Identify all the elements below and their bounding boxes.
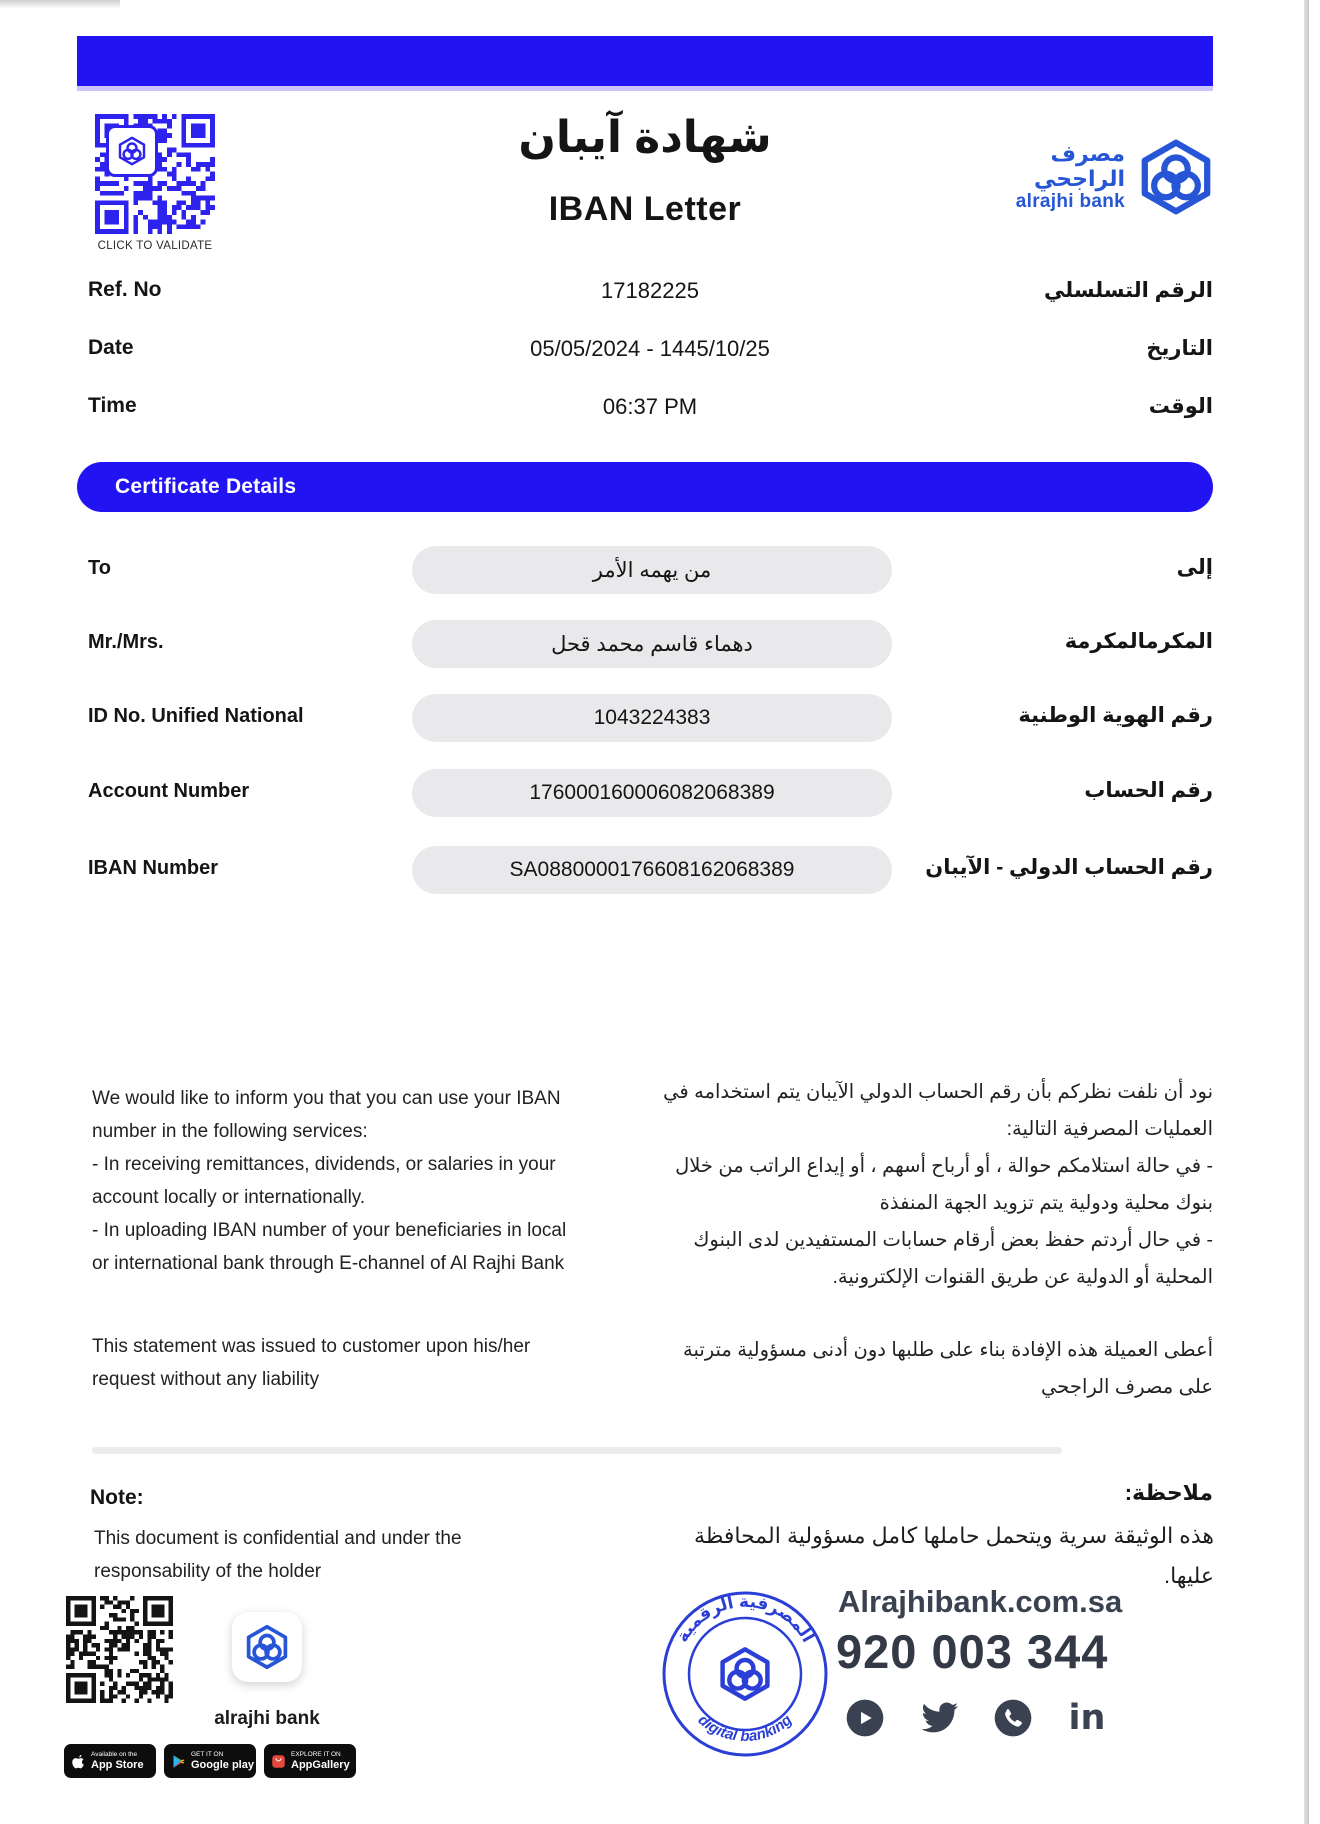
meta-row-time [0,394,1320,426]
iban-label-arabic: رقم الحساب الدولي - الآيبان [925,856,1213,879]
note-text-english: This document is confidential and under the responsability of the holder [94,1528,462,1582]
refno-label: Ref. No [88,278,162,301]
social-icons [845,1698,1107,1738]
google-play-badge[interactable] [164,1744,256,1778]
ar-bullet-1: - في حالة استلامكم حوالة ، أو أرباح أسهم ، أو إيداع الراتب من خلال بنوك محلية ودولية يتم تزويد الجهة المنفذة [675,1155,1213,1214]
national-id-value: 1043224383 [412,694,892,742]
bank-app-icon [232,1612,302,1682]
time-value: 06:37 PM [602,394,698,419]
field-row-account-number [0,769,1320,817]
linkedin-icon[interactable]: in [1068,1698,1106,1738]
iban-value: SA0880000176608162068389 [412,846,892,894]
account-number-label-arabic: رقم الحساب [1084,779,1213,802]
badge-top-text: EXPLORE IT ON [291,1751,341,1759]
to-value: من يهمه الأمر [412,546,892,594]
certificate-details-header [77,462,1213,512]
en-bullet-1: - In receiving remittances, dividends, or salaries in your account locally or internationally. [92,1154,556,1208]
name-value: دهماء قاسم محمد قحل [412,620,892,668]
document-title-arabic: شهادة آيبان [518,113,772,162]
bank-app-name: alrajhi bank [214,1708,320,1729]
app-store-badge[interactable] [64,1744,156,1778]
body-text-english [92,1082,574,1396]
digital-banking-seal [660,1589,830,1759]
field-row-name [0,620,1320,668]
field-row-iban [0,846,1320,894]
google-play-icon [171,1754,186,1769]
body-text-arabic [652,1074,1213,1406]
whatsapp-icon[interactable] [993,1698,1033,1738]
phone-number: 920 003 344 [836,1625,1109,1678]
date-label: Date [88,336,134,359]
footer-qr-code[interactable] [66,1596,173,1703]
name-label-arabic: المكرمالمكرمة [1064,630,1213,653]
store-badges [64,1744,356,1778]
national-id-label: ID No. Unified National [88,705,304,727]
note-text-arabic: هذه الوثيقة سرية ويتحمل حاملها كامل مسؤولية المحافظة عليها. [694,1523,1214,1588]
ar-paragraph-intro: نود أن نلفت نظركم بأن رقم الحساب الدولي الآيبان يتم استخدامه في العمليات المصرفية التالية: [663,1081,1213,1140]
apple-icon [71,1754,86,1769]
meta-row-date [0,336,1320,368]
certificate-details-title: Certificate Details [115,475,297,498]
time-label-arabic: الوقت [1148,395,1213,418]
appgallery-badge[interactable] [264,1744,356,1778]
iban-label: IBAN Number [88,857,219,879]
refno-value: 17182225 [601,278,699,303]
to-label: To [88,557,111,579]
section-divider [92,1447,1062,1454]
meta-row-refno [0,278,1320,310]
qr-caption: CLICK TO VALIDATE [97,240,213,252]
field-row-national-id [0,694,1320,742]
national-id-label-arabic: رقم الهوية الوطنية [1018,704,1213,727]
twitter-icon[interactable] [919,1698,959,1738]
seal-text-arabic: المصرفية الرقمية [672,1591,818,1646]
website-url: Alrajhibank.com.sa [838,1584,1123,1619]
bank-name-english: alrajhi bank [1015,191,1125,213]
header-blue-bar [77,36,1213,86]
date-value: 05/05/2024 - 1445/10/25 [530,336,770,361]
en-bullet-2: - In uploading IBAN number of your beneficiaries in local or international bank through E-channel of Al Rajhi Bank [92,1220,567,1274]
name-label: Mr./Mrs. [88,631,164,653]
en-paragraph-intro: We would like to inform you that you can use your IBAN number in the following services: [92,1088,561,1142]
badge-bottom-text: App Store [91,1758,144,1771]
note-label: Note: [90,1486,144,1509]
document-title-english: IBAN Letter [548,190,742,228]
account-number-label: Account Number [88,780,250,802]
svg-text:digital banking [695,1711,796,1745]
seal-text-english: digital banking [694,1711,796,1745]
bank-name-arabic: مصرف الراجحي [1034,140,1125,192]
refno-label-arabic: الرقم التسلسلي [1044,279,1213,302]
appgallery-icon [271,1754,286,1769]
page-edge-shadow [1304,0,1309,1824]
bank-logo [955,138,1215,216]
alrajhi-logo-icon [1137,138,1215,216]
badge-bottom-text: Google play [191,1758,254,1771]
photo-edge-artifact [0,0,120,9]
badge-top-text: Available on the [91,1751,138,1759]
en-statement: This statement was issued to customer upon his/her request without any liability [92,1336,531,1390]
youtube-icon[interactable] [845,1698,885,1738]
note-label-arabic: ملاحظة: [1124,1480,1213,1505]
ar-bullet-2: - في حال أردتم حفظ بعض أرقام حسابات المستفيدين لدى البنوك المحلية أو الدولية عن طريق القنوات الإلكترونية. [693,1229,1213,1288]
time-label: Time [88,394,137,417]
date-label-arabic: التاريخ [1146,337,1213,360]
badge-top-text: GET IT ON [191,1751,224,1759]
ar-statement: أعطى العميلة هذه الإفادة بناء على طلبها دون أدنى مسؤولية مترتبة على مصرف الراجحي [683,1339,1213,1398]
account-number-value: 176000160006082068389 [412,769,892,817]
badge-bottom-text: AppGallery [291,1758,350,1771]
field-row-to [0,546,1320,594]
header-blue-bar-glow [77,86,1213,91]
to-label-arabic: إلى [1176,556,1213,579]
qr-center-logo [106,125,158,177]
